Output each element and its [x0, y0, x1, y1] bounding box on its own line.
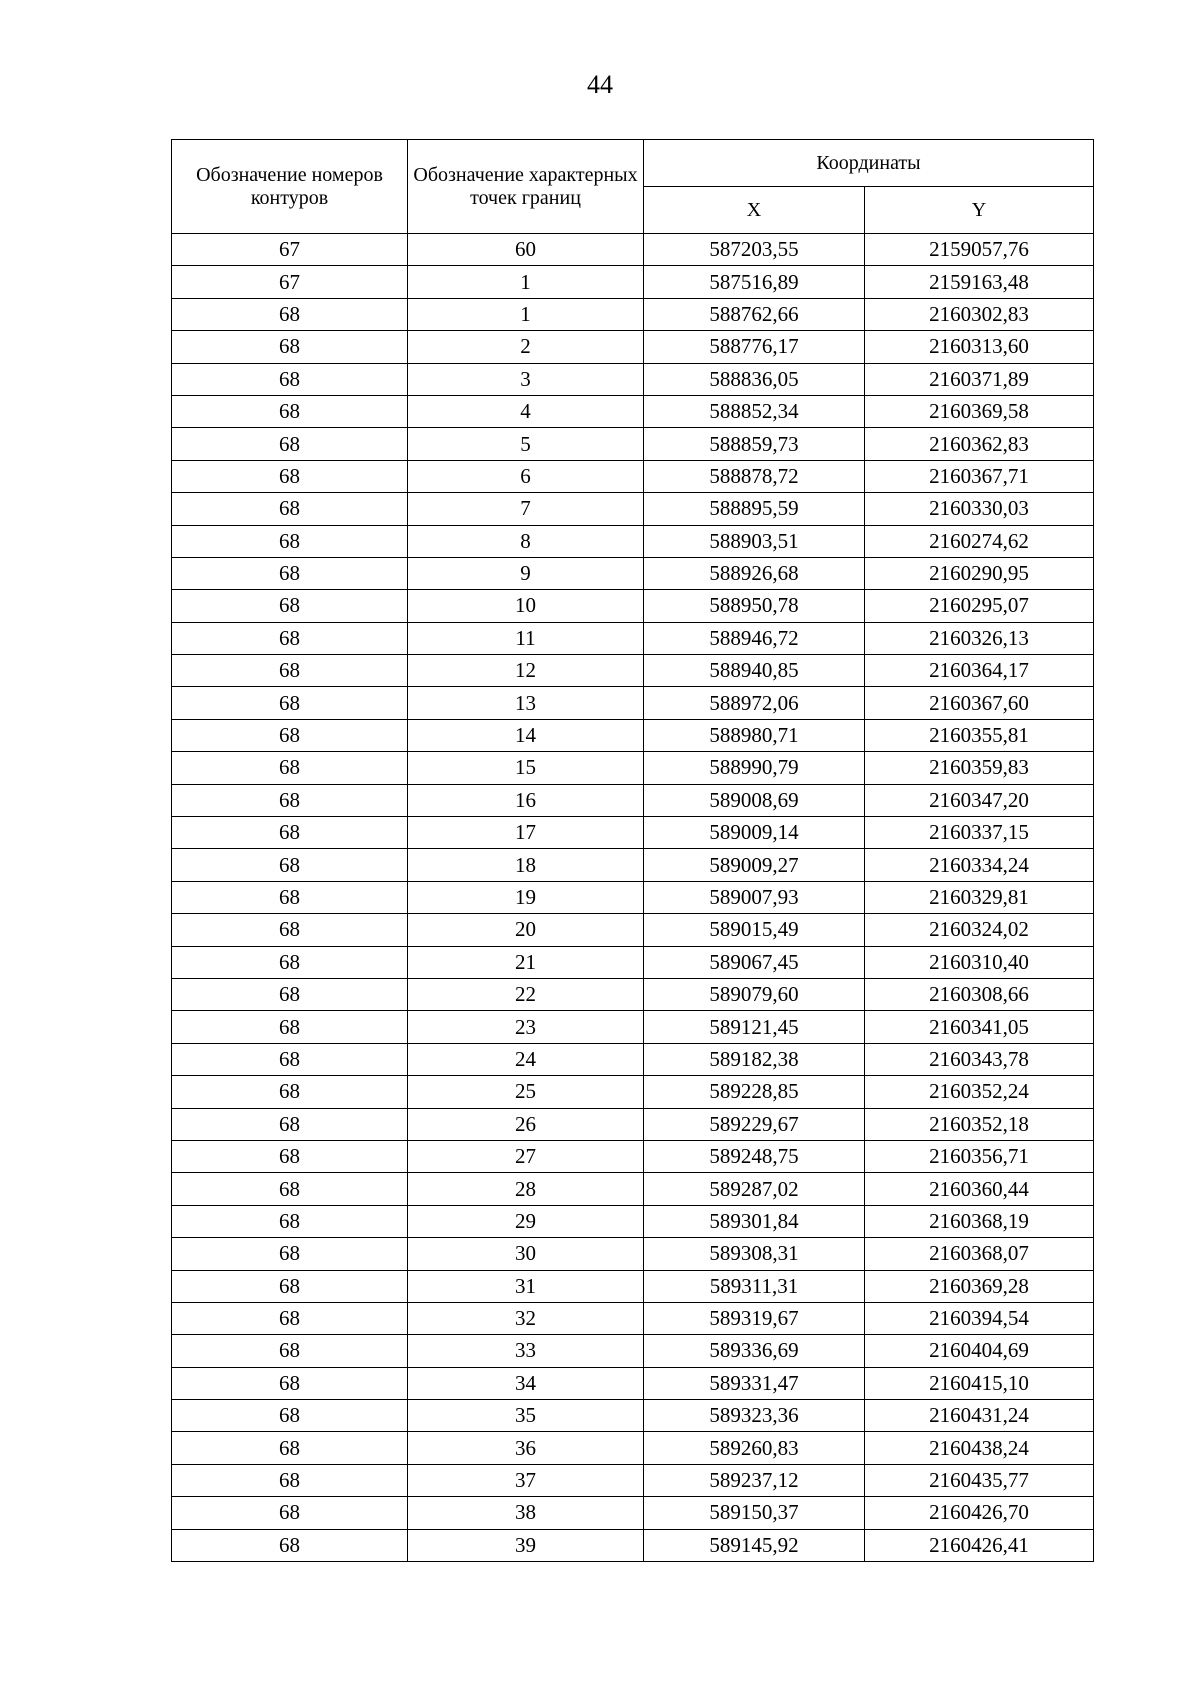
- cell-x: 589079,60: [644, 978, 865, 1010]
- cell-contour: 68: [172, 687, 408, 719]
- cell-point: 32: [408, 1302, 644, 1334]
- cell-x: 589009,27: [644, 849, 865, 881]
- cell-x: 589067,45: [644, 946, 865, 978]
- cell-contour: 68: [172, 978, 408, 1010]
- cell-x: 588836,05: [644, 363, 865, 395]
- cell-contour: 68: [172, 719, 408, 751]
- table-row: [172, 1173, 1094, 1205]
- cell-point: 23: [408, 1011, 644, 1043]
- table-row: [172, 1367, 1094, 1399]
- cell-contour: 68: [172, 1140, 408, 1172]
- cell-point: 17: [408, 817, 644, 849]
- cell-contour: 68: [172, 460, 408, 492]
- table-row: [172, 784, 1094, 816]
- cell-x: 589121,45: [644, 1011, 865, 1043]
- cell-y: 2160394,54: [865, 1302, 1094, 1334]
- table-row: [172, 1076, 1094, 1108]
- cell-contour: 68: [172, 557, 408, 589]
- cell-contour: 68: [172, 946, 408, 978]
- cell-y: 2160330,03: [865, 493, 1094, 525]
- table-row: [172, 493, 1094, 525]
- cell-x: 589150,37: [644, 1497, 865, 1529]
- cell-x: 589260,83: [644, 1432, 865, 1464]
- cell-point: 38: [408, 1497, 644, 1529]
- cell-contour: 68: [172, 428, 408, 460]
- cell-x: 588946,72: [644, 622, 865, 654]
- cell-contour: 68: [172, 493, 408, 525]
- cell-y: 2160347,20: [865, 784, 1094, 816]
- cell-point: 34: [408, 1367, 644, 1399]
- cell-point: 29: [408, 1205, 644, 1237]
- cell-contour: 68: [172, 298, 408, 330]
- cell-y: 2160426,70: [865, 1497, 1094, 1529]
- cell-x: 589237,12: [644, 1464, 865, 1496]
- cell-x: 589248,75: [644, 1140, 865, 1172]
- cell-y: 2160435,77: [865, 1464, 1094, 1496]
- cell-x: 588878,72: [644, 460, 865, 492]
- cell-contour: 68: [172, 1205, 408, 1237]
- cell-point: 14: [408, 719, 644, 751]
- cell-y: 2160290,95: [865, 557, 1094, 589]
- cell-contour: 68: [172, 1529, 408, 1561]
- table-row: [172, 914, 1094, 946]
- cell-point: 10: [408, 590, 644, 622]
- cell-y: 2160369,58: [865, 395, 1094, 427]
- header-point: Обозначение характерных точек границ: [408, 140, 644, 234]
- header-y: Y: [865, 187, 1094, 234]
- header-x: X: [644, 187, 865, 234]
- table-header: [172, 140, 1094, 234]
- cell-x: 588980,71: [644, 719, 865, 751]
- cell-contour: 68: [172, 881, 408, 913]
- cell-y: 2160415,10: [865, 1367, 1094, 1399]
- table-row: [172, 719, 1094, 751]
- cell-x: 589301,84: [644, 1205, 865, 1237]
- cell-y: 2160369,28: [865, 1270, 1094, 1302]
- cell-contour: 68: [172, 1367, 408, 1399]
- cell-y: 2160426,41: [865, 1529, 1094, 1561]
- cell-contour: 68: [172, 914, 408, 946]
- cell-contour: 68: [172, 849, 408, 881]
- cell-y: 2160313,60: [865, 331, 1094, 363]
- table-row: [172, 1529, 1094, 1561]
- table-row: [172, 266, 1094, 298]
- table-row: [172, 590, 1094, 622]
- cell-point: 4: [408, 395, 644, 427]
- cell-contour: 68: [172, 1238, 408, 1270]
- cell-y: 2160367,71: [865, 460, 1094, 492]
- cell-point: 31: [408, 1270, 644, 1302]
- header-contour: Обозначение номеров контуров: [172, 140, 408, 234]
- cell-y: 2160343,78: [865, 1043, 1094, 1075]
- cell-point: 3: [408, 363, 644, 395]
- cell-point: 6: [408, 460, 644, 492]
- cell-point: 16: [408, 784, 644, 816]
- cell-point: 11: [408, 622, 644, 654]
- cell-y: 2160404,69: [865, 1335, 1094, 1367]
- cell-y: 2159163,48: [865, 266, 1094, 298]
- cell-contour: 68: [172, 525, 408, 557]
- cell-point: 37: [408, 1464, 644, 1496]
- table-row: [172, 1043, 1094, 1075]
- cell-contour: 68: [172, 1011, 408, 1043]
- cell-x: 587203,55: [644, 234, 865, 266]
- cell-point: 24: [408, 1043, 644, 1075]
- cell-x: 589228,85: [644, 1076, 865, 1108]
- cell-y: 2160295,07: [865, 590, 1094, 622]
- cell-y: 2160359,83: [865, 752, 1094, 784]
- cell-y: 2160352,24: [865, 1076, 1094, 1108]
- cell-y: 2160367,60: [865, 687, 1094, 719]
- cell-contour: 68: [172, 817, 408, 849]
- cell-contour: 68: [172, 590, 408, 622]
- cell-point: 15: [408, 752, 644, 784]
- cell-point: 9: [408, 557, 644, 589]
- cell-point: 13: [408, 687, 644, 719]
- table-row: [172, 428, 1094, 460]
- cell-x: 589015,49: [644, 914, 865, 946]
- cell-point: 28: [408, 1173, 644, 1205]
- cell-x: 589323,36: [644, 1400, 865, 1432]
- table-row: [172, 687, 1094, 719]
- cell-y: 2160274,62: [865, 525, 1094, 557]
- cell-x: 589007,93: [644, 881, 865, 913]
- cell-point: 22: [408, 978, 644, 1010]
- table-row: [172, 978, 1094, 1010]
- cell-contour: 68: [172, 1108, 408, 1140]
- cell-y: 2160362,83: [865, 428, 1094, 460]
- header-coordinates: Координаты: [644, 140, 1094, 187]
- cell-x: 589008,69: [644, 784, 865, 816]
- cell-point: 7: [408, 493, 644, 525]
- cell-y: 2160368,19: [865, 1205, 1094, 1237]
- cell-y: 2160334,24: [865, 849, 1094, 881]
- table-row: [172, 460, 1094, 492]
- cell-y: 2160360,44: [865, 1173, 1094, 1205]
- cell-x: 588950,78: [644, 590, 865, 622]
- cell-point: 27: [408, 1140, 644, 1172]
- table-row: [172, 622, 1094, 654]
- cell-contour: 68: [172, 1400, 408, 1432]
- table-row: [172, 1497, 1094, 1529]
- cell-y: 2160364,17: [865, 655, 1094, 687]
- cell-contour: 68: [172, 1173, 408, 1205]
- cell-y: 2160371,89: [865, 363, 1094, 395]
- table-row: [172, 1011, 1094, 1043]
- cell-contour: 68: [172, 784, 408, 816]
- table-row: [172, 1302, 1094, 1334]
- table-row: [172, 395, 1094, 427]
- cell-contour: 68: [172, 1302, 408, 1334]
- cell-contour: 67: [172, 234, 408, 266]
- cell-point: 60: [408, 234, 644, 266]
- table-row: [172, 849, 1094, 881]
- cell-point: 33: [408, 1335, 644, 1367]
- table-row: [172, 655, 1094, 687]
- cell-contour: 68: [172, 1464, 408, 1496]
- cell-contour: 68: [172, 1497, 408, 1529]
- cell-contour: 68: [172, 331, 408, 363]
- cell-x: 588990,79: [644, 752, 865, 784]
- table-row: [172, 817, 1094, 849]
- cell-y: 2160438,24: [865, 1432, 1094, 1464]
- cell-y: 2160352,18: [865, 1108, 1094, 1140]
- table-body: [172, 234, 1094, 1562]
- cell-x: 588926,68: [644, 557, 865, 589]
- cell-x: 588859,73: [644, 428, 865, 460]
- cell-x: 589336,69: [644, 1335, 865, 1367]
- cell-y: 2160341,05: [865, 1011, 1094, 1043]
- cell-y: 2160356,71: [865, 1140, 1094, 1172]
- cell-contour: 68: [172, 395, 408, 427]
- cell-x: 588762,66: [644, 298, 865, 330]
- cell-contour: 68: [172, 1076, 408, 1108]
- cell-y: 2160431,24: [865, 1400, 1094, 1432]
- cell-point: 12: [408, 655, 644, 687]
- cell-x: 588776,17: [644, 331, 865, 363]
- cell-contour: 68: [172, 1270, 408, 1302]
- cell-x: 587516,89: [644, 266, 865, 298]
- cell-point: 5: [408, 428, 644, 460]
- cell-point: 39: [408, 1529, 644, 1561]
- cell-contour: 68: [172, 752, 408, 784]
- table-row: [172, 1335, 1094, 1367]
- cell-x: 588895,59: [644, 493, 865, 525]
- cell-x: 589319,67: [644, 1302, 865, 1334]
- cell-x: 589229,67: [644, 1108, 865, 1140]
- cell-y: 2160337,15: [865, 817, 1094, 849]
- cell-x: 589009,14: [644, 817, 865, 849]
- table-row: [172, 331, 1094, 363]
- table-row: [172, 298, 1094, 330]
- table-row: [172, 1205, 1094, 1237]
- cell-x: 589287,02: [644, 1173, 865, 1205]
- cell-point: 20: [408, 914, 644, 946]
- cell-contour: 68: [172, 1043, 408, 1075]
- coordinates-table: [171, 139, 1094, 1562]
- page-number: 44: [587, 70, 613, 99]
- cell-point: 26: [408, 1108, 644, 1140]
- cell-y: 2160308,66: [865, 978, 1094, 1010]
- cell-point: 2: [408, 331, 644, 363]
- cell-y: 2160326,13: [865, 622, 1094, 654]
- cell-point: 21: [408, 946, 644, 978]
- cell-point: 1: [408, 298, 644, 330]
- cell-contour: 68: [172, 1432, 408, 1464]
- table-row: [172, 752, 1094, 784]
- cell-contour: 67: [172, 266, 408, 298]
- cell-point: 8: [408, 525, 644, 557]
- table-row: [172, 1108, 1094, 1140]
- cell-contour: 68: [172, 363, 408, 395]
- cell-y: 2160310,40: [865, 946, 1094, 978]
- cell-contour: 68: [172, 655, 408, 687]
- cell-point: 35: [408, 1400, 644, 1432]
- table-row: [172, 881, 1094, 913]
- cell-x: 589308,31: [644, 1238, 865, 1270]
- cell-y: 2160324,02: [865, 914, 1094, 946]
- table-row: [172, 525, 1094, 557]
- table-row: [172, 234, 1094, 266]
- cell-y: 2160302,83: [865, 298, 1094, 330]
- cell-y: 2160355,81: [865, 719, 1094, 751]
- cell-point: 30: [408, 1238, 644, 1270]
- cell-x: 588972,06: [644, 687, 865, 719]
- table-row: [172, 363, 1094, 395]
- cell-y: 2160368,07: [865, 1238, 1094, 1270]
- cell-x: 588903,51: [644, 525, 865, 557]
- cell-x: 589145,92: [644, 1529, 865, 1561]
- cell-contour: 68: [172, 1335, 408, 1367]
- cell-x: 588940,85: [644, 655, 865, 687]
- cell-x: 589182,38: [644, 1043, 865, 1075]
- table-row: [172, 1432, 1094, 1464]
- cell-point: 18: [408, 849, 644, 881]
- table-row: [172, 1140, 1094, 1172]
- cell-contour: 68: [172, 622, 408, 654]
- cell-point: 1: [408, 266, 644, 298]
- table-row: [172, 1400, 1094, 1432]
- cell-x: 589331,47: [644, 1367, 865, 1399]
- table-row: [172, 557, 1094, 589]
- cell-x: 589311,31: [644, 1270, 865, 1302]
- table-row: [172, 1270, 1094, 1302]
- cell-y: 2159057,76: [865, 234, 1094, 266]
- table-row: [172, 1238, 1094, 1270]
- cell-y: 2160329,81: [865, 881, 1094, 913]
- cell-x: 588852,34: [644, 395, 865, 427]
- table-row: [172, 1464, 1094, 1496]
- cell-point: 25: [408, 1076, 644, 1108]
- cell-point: 19: [408, 881, 644, 913]
- table-row: [172, 946, 1094, 978]
- cell-point: 36: [408, 1432, 644, 1464]
